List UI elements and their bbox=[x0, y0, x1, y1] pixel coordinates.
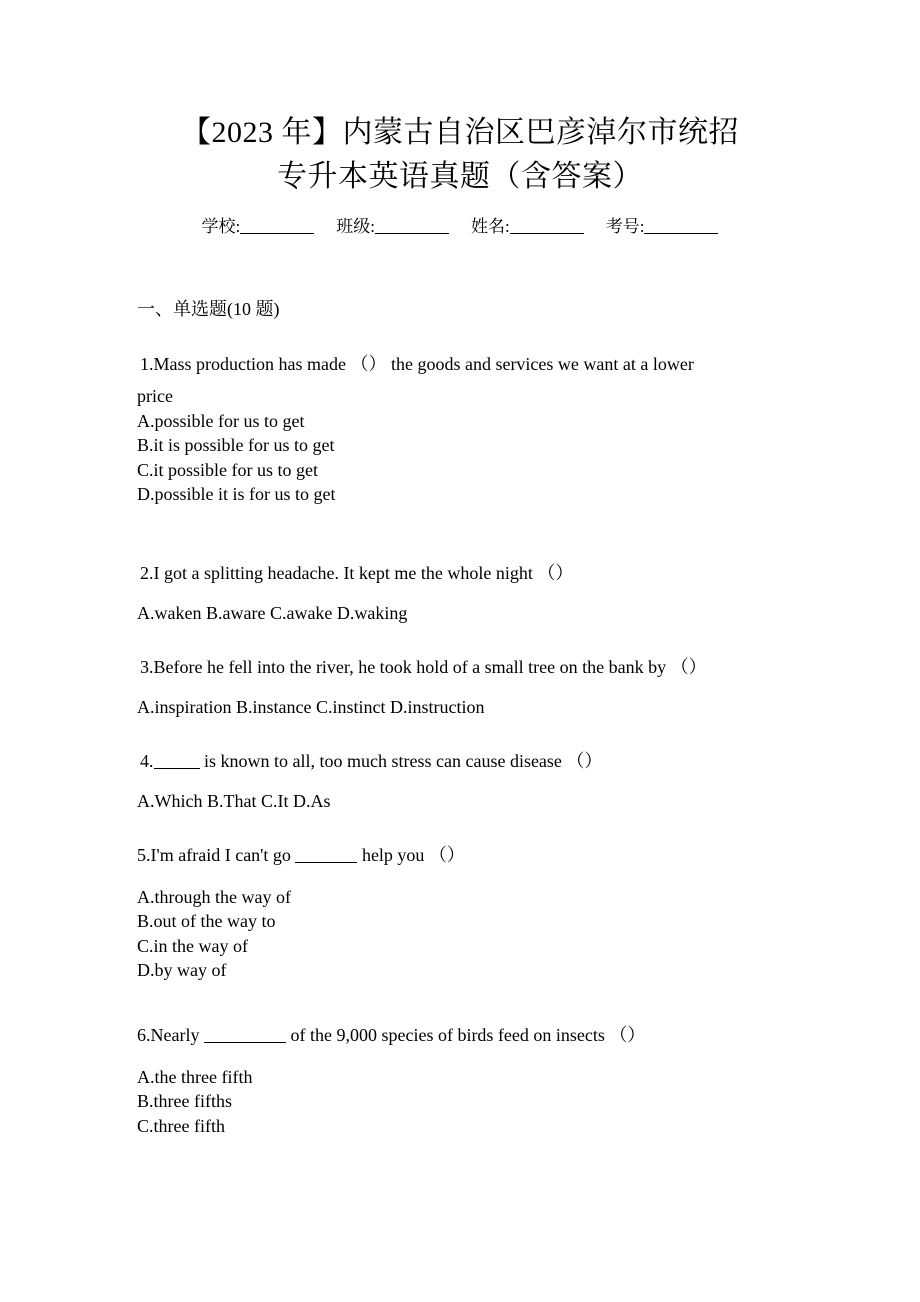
info-field-exam-number bbox=[606, 214, 719, 240]
info-label-school: 学校: bbox=[201, 217, 241, 236]
exam-content bbox=[0, 296, 920, 1138]
question-stem-prefix: 4. bbox=[140, 750, 154, 771]
option-a[interactable]: A.possible for us to get bbox=[137, 410, 305, 431]
option-a[interactable]: A.through the way of bbox=[137, 886, 291, 907]
question-stem bbox=[137, 741, 810, 781]
question-stem-prefix: 6.Nearly bbox=[137, 1024, 204, 1045]
student-info-line bbox=[0, 214, 920, 240]
answer-blank[interactable] bbox=[204, 1028, 286, 1043]
class-blank[interactable] bbox=[375, 219, 449, 234]
spacer bbox=[137, 1055, 810, 1065]
question-block bbox=[137, 835, 810, 983]
info-field-name bbox=[471, 214, 584, 240]
question-stem: 3.Before he fell into the river, he took hold of a small tree on the bank by （） bbox=[140, 656, 707, 677]
question-stem bbox=[137, 835, 810, 875]
question-options[interactable]: A.Which B.That C.It D.As bbox=[137, 790, 331, 811]
question-options bbox=[137, 885, 810, 983]
info-label-name: 姓名: bbox=[471, 217, 510, 236]
spacer bbox=[137, 731, 810, 741]
info-label-class: 班级: bbox=[336, 217, 375, 236]
name-blank[interactable] bbox=[510, 219, 584, 234]
option-d[interactable]: D.possible it is for us to get bbox=[137, 484, 336, 504]
question-stem-suffix: of the 9,000 species of birds feed on insects （） bbox=[285, 1024, 646, 1045]
question-stem bbox=[137, 1015, 810, 1055]
question-block bbox=[137, 553, 810, 633]
question-options bbox=[137, 384, 810, 507]
info-field-school bbox=[202, 214, 315, 240]
question-block bbox=[137, 1015, 810, 1139]
spacer bbox=[137, 637, 810, 647]
option-c[interactable]: C.it possible for us to get bbox=[137, 459, 318, 480]
question-block bbox=[137, 344, 810, 507]
answer-blank[interactable] bbox=[154, 754, 200, 769]
question-stem-prefix: 5.I'm afraid I can't go bbox=[137, 844, 296, 865]
page-title-line-1: 【2023 年】内蒙古自治区巴彦淖尔市统招 bbox=[181, 116, 739, 149]
section-heading: 一、单选题(10 题) bbox=[137, 299, 280, 319]
question-options[interactable]: A.inspiration B.instance C.instinct D.instruction bbox=[137, 696, 485, 717]
option-d[interactable]: D.by way of bbox=[137, 960, 227, 980]
answer-blank[interactable] bbox=[295, 848, 357, 863]
option-a[interactable]: A.the three fifth bbox=[137, 1066, 253, 1087]
question-options bbox=[137, 1065, 810, 1139]
school-blank[interactable] bbox=[240, 219, 314, 234]
spacer bbox=[137, 987, 810, 1015]
question-stem-suffix: help you （） bbox=[357, 844, 465, 865]
spacer bbox=[137, 511, 810, 553]
spacer bbox=[137, 875, 810, 885]
exam-number-blank[interactable] bbox=[644, 219, 718, 234]
question-stem: 1.Mass production has made （） the goods and services we want at a lower bbox=[140, 354, 694, 374]
info-label-exam-number: 考号: bbox=[605, 217, 645, 236]
question-stem-suffix: is known to all, too much stress can cause disease （） bbox=[199, 750, 603, 771]
option-c[interactable]: C.three fifth bbox=[137, 1115, 225, 1136]
option-c[interactable]: C.in the way of bbox=[137, 935, 248, 956]
question-options[interactable]: A.waken B.aware C.awake D.waking bbox=[137, 602, 408, 623]
option-b[interactable]: B.it is possible for us to get bbox=[137, 435, 335, 455]
spacer bbox=[137, 825, 810, 835]
question-stem: 2.I got a splitting headache. It kept me the whole night （） bbox=[140, 562, 574, 583]
info-field-class bbox=[336, 214, 449, 240]
question-block bbox=[137, 647, 810, 727]
question-block bbox=[137, 741, 810, 821]
option-b[interactable]: B.out of the way to bbox=[137, 911, 276, 931]
page-title-line-2: 专升本英语真题（含答案） bbox=[277, 160, 643, 193]
question-stem-continuation: price bbox=[137, 386, 173, 406]
option-b[interactable]: B.three fifths bbox=[137, 1091, 232, 1111]
page-title bbox=[0, 0, 920, 198]
